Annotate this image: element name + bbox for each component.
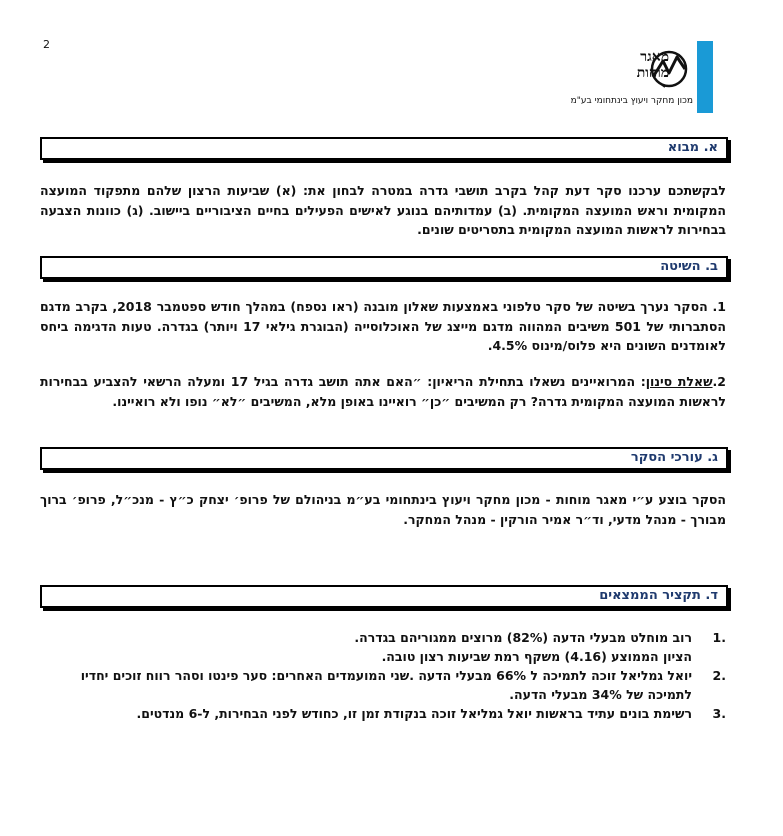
section-heading-method (40, 256, 728, 279)
section-title: ב. השיטה (660, 259, 718, 274)
editors-paragraph (40, 490, 726, 529)
page-number: 2 (43, 38, 50, 51)
logo-subtitle: מכון מחקר ויעוץ בינתחומי בע"מ (570, 96, 693, 106)
company-logo (564, 41, 713, 113)
list-item-number: .3 (712, 706, 726, 721)
section-heading-intro (40, 137, 728, 160)
list-item-number: .1 (712, 630, 726, 645)
logo-name-line1: מאגר (640, 49, 669, 65)
screening-question-label: שאלת סינון (645, 374, 713, 389)
section-heading-editors (40, 447, 728, 470)
logo-name (609, 49, 669, 81)
list-item (40, 704, 726, 723)
editors-text: הסקר בוצע ע״י מאגר מוחות - מכון מחקר ויעוץ בינתחומי בע״מ בניהולם של פרופ׳ יצחק כ״ץ - מנכ״ל, פרופ׳ ברוך מבורך - מנהל מדעי, וד״ר אמיר הורקין - מנהל המחקר. (40, 492, 726, 527)
list-item-text-2: הציון הממוצע (4.16) משקף רמת שביעות רצון טובה. (381, 649, 692, 664)
section-title: ד. תקציר הממצאים (599, 588, 718, 603)
list-item-text: יואל גמליאל זוכה לתמיכה ל 66% מבעלי הדעה .שני המועמדים האחרים: סער פינטו וסהר רווח זוכים יחדיו לתמיכה של 34% מבעלי הדעה. (80, 668, 692, 702)
method-paragraph-1 (40, 297, 726, 356)
section-title: ג. עורכי הסקר (630, 450, 718, 465)
method-paragraph-2 (40, 372, 726, 411)
list-item (40, 666, 726, 704)
list-item (40, 628, 726, 666)
section-title: א. מבוא (667, 140, 718, 155)
findings-list (40, 628, 726, 723)
method-text-1: 1. הסקר נערך בשיטה של סקר טלפוני באמצעות שאלון מובנה (ראו נספח) במהלך חודש ספטמבר 2018, בקרב מדגם הסתברותי של 501 משיבים המהווה מדגם מייצג של האוכלוסייה (הבוגרת גילאי 17 ויותר) בגדרה. טעות הדגימה ביחס לאומדנים השונים היא פלוס/מינוס 4.5%. (40, 299, 726, 353)
method-text-2: : המרואיינים נשאלו בתחילת הריאיון: ״האם אתה תושב גדרה בגיל 17 ומעלה הרשאי להצביע בבחירות לראשות המועצה המקומית גדרה? רק המשיבים ״כן״ רואיינו באופן מלא, המשיבים ״לא״ נופו ולא רואיינו. (40, 374, 726, 409)
intro-paragraph (40, 181, 726, 240)
list-item-number: .2 (712, 668, 726, 683)
method-item-number: 2. (712, 374, 726, 389)
section-heading-findings (40, 585, 728, 608)
logo-blue-bar (697, 41, 713, 113)
logo-name-line2: מוחות (636, 65, 669, 81)
list-item-text: רוב מוחלט מבעלי הדעה (82%) מרוצים ממגוריהם בגדרה. (354, 630, 692, 645)
list-item-text: רשימת בונים עתיד בראשות יואל גמליאל זוכה בנקודת זמן זו, כחודש לפני הבחירות, ל-6 מנדטים. (136, 706, 692, 721)
intro-text: לבקשתכם ערכנו סקר דעת קהל בקרב תושבי גדרה במטרה לבחון את: (א) שביעות הרצון שלהם מתפקוד המועצה המקומית וראש המועצה המקומית. (ב) עמדותיהם בנוגע לאישים הפעילים בחיים הציבוריים ביישוב. (ג) כוונות הצבעה בבחירות לראשות המועצה המקומית בתסריטים שונים. (40, 183, 726, 237)
